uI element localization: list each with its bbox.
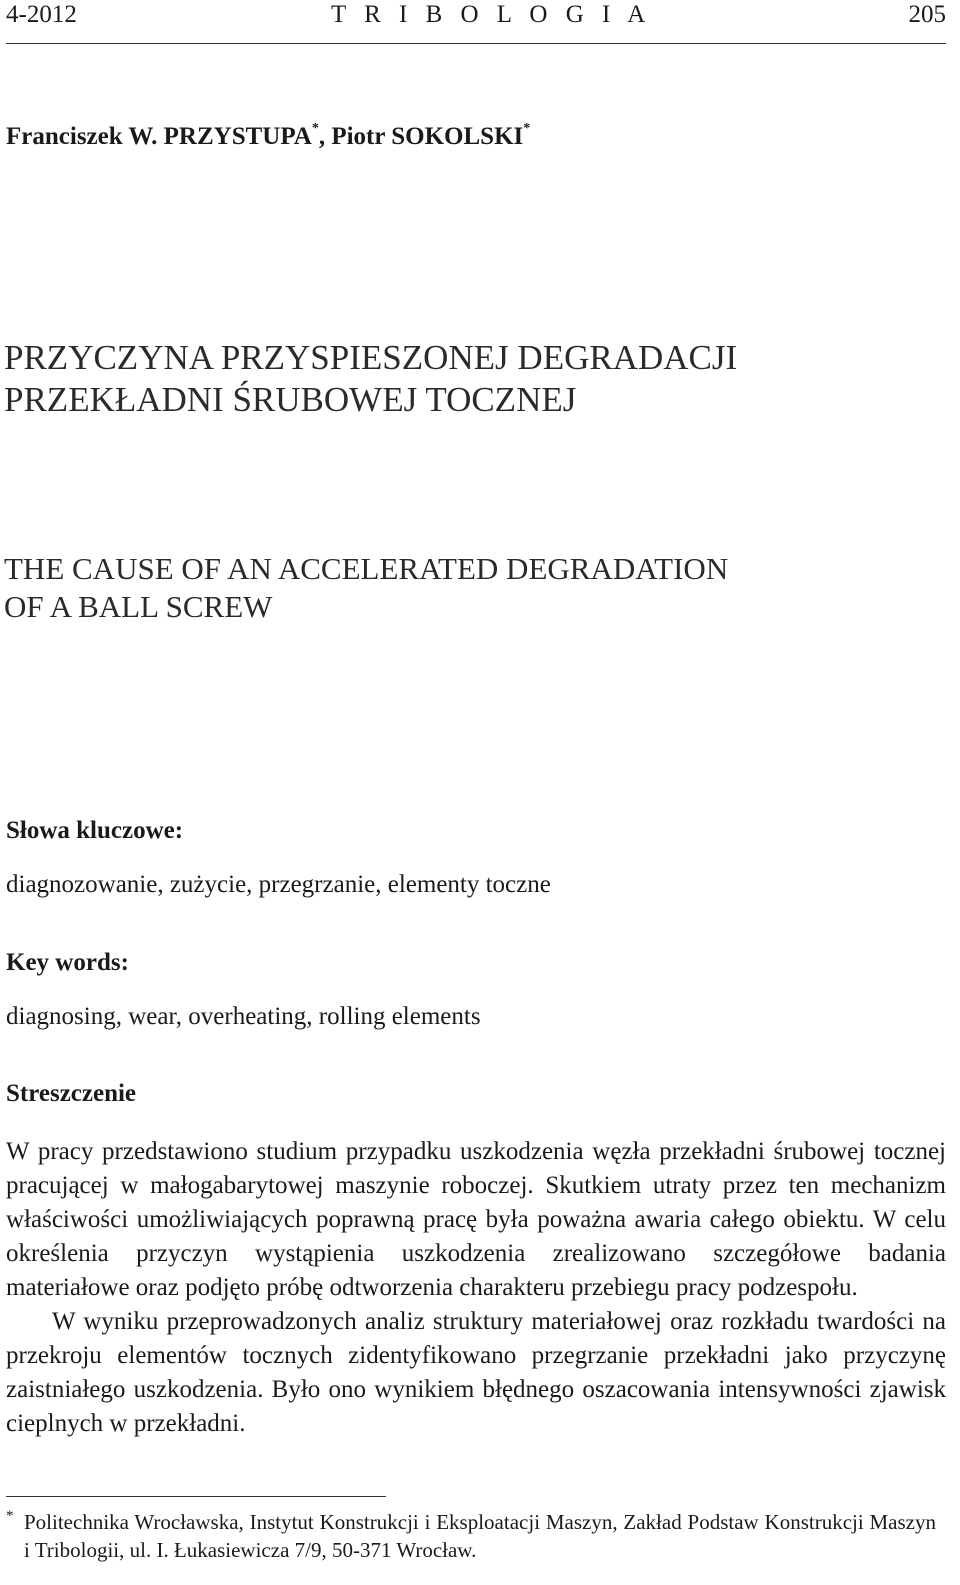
abstract-paragraph: W wyniku przeprowadzonych analiz struktury materiałowej oraz rozkładu twardości na przekroju elementów tocznych zidentyfikowano przegrzanie przekładni jako przyczynę zaistniałego uszkodzenia. Było ono wynikiem błędnego oszacowania intensywności zjawisk cieplnych w przekładni. (6, 1308, 946, 1437)
author-name: Piotr SOKOLSKI (331, 123, 524, 150)
footnote-text: Politechnika Wrocławska, Instytut Konstrukcji i Eksploatacji Maszyn, Zakład Podstaw Konstrukcji Maszyn i Tribologii, ul. I. Łukasiewicza 7/9, 50-371 Wrocław. (24, 1510, 936, 1562)
affiliation-mark: * (311, 121, 319, 136)
journal-name: T R I B O L O G I A (331, 1, 652, 28)
title-line: PRZYCZYNA PRZYSPIESZONEJ DEGRADACJI (4, 338, 738, 377)
header-divider (6, 43, 946, 44)
keywords-en-heading: Key words: (6, 949, 129, 976)
footnote (6, 1508, 936, 1564)
running-head (6, 0, 946, 42)
affiliation-mark: * (523, 121, 531, 136)
title-polish (4, 337, 737, 421)
title-line: PRZEKŁADNI ŚRUBOWEJ TOCZNEJ (4, 380, 577, 419)
footnote-mark: * (6, 1508, 14, 1524)
issue-number: 4-2012 (6, 1, 77, 28)
keywords-en-text: diagnosing, wear, overheating, rolling elements (6, 1003, 481, 1030)
title-line: OF A BALL SCREW (4, 589, 273, 624)
abstract-paragraph: W pracy przedstawiono studium przypadku uszkodzenia węzła przekładni śrubowej tocznej pracującej w małogabarytowej maszynie roboczej. Skutkiem utraty przez ten mechanizm właściwości umożliwiających poprawną pracę była poważna awaria całego obiektu. W celu określenia przyczyn wystąpienia uszkodzenia zrealizowano szczegółowe badania materiałowe oraz podjęto próbę odtworzenia charakteru przebiegu pracy podzespołu. (6, 1138, 946, 1301)
abstract-body (6, 1135, 946, 1441)
keywords-pl-text: diagnozowanie, zużycie, przegrzanie, elementy toczne (6, 871, 551, 898)
title-line: THE CAUSE OF AN ACCELERATED DEGRADATION (4, 551, 729, 586)
footnote-divider (6, 1496, 386, 1497)
author-name: Franciszek W. PRZYSTUPA (6, 123, 312, 150)
abstract-heading: Streszczenie (6, 1080, 137, 1107)
page-number: 205 (908, 1, 946, 28)
title-english (4, 550, 728, 626)
author-line (6, 114, 530, 152)
author-separator: , (318, 123, 332, 150)
keywords-pl-heading: Słowa kluczowe: (6, 817, 184, 844)
